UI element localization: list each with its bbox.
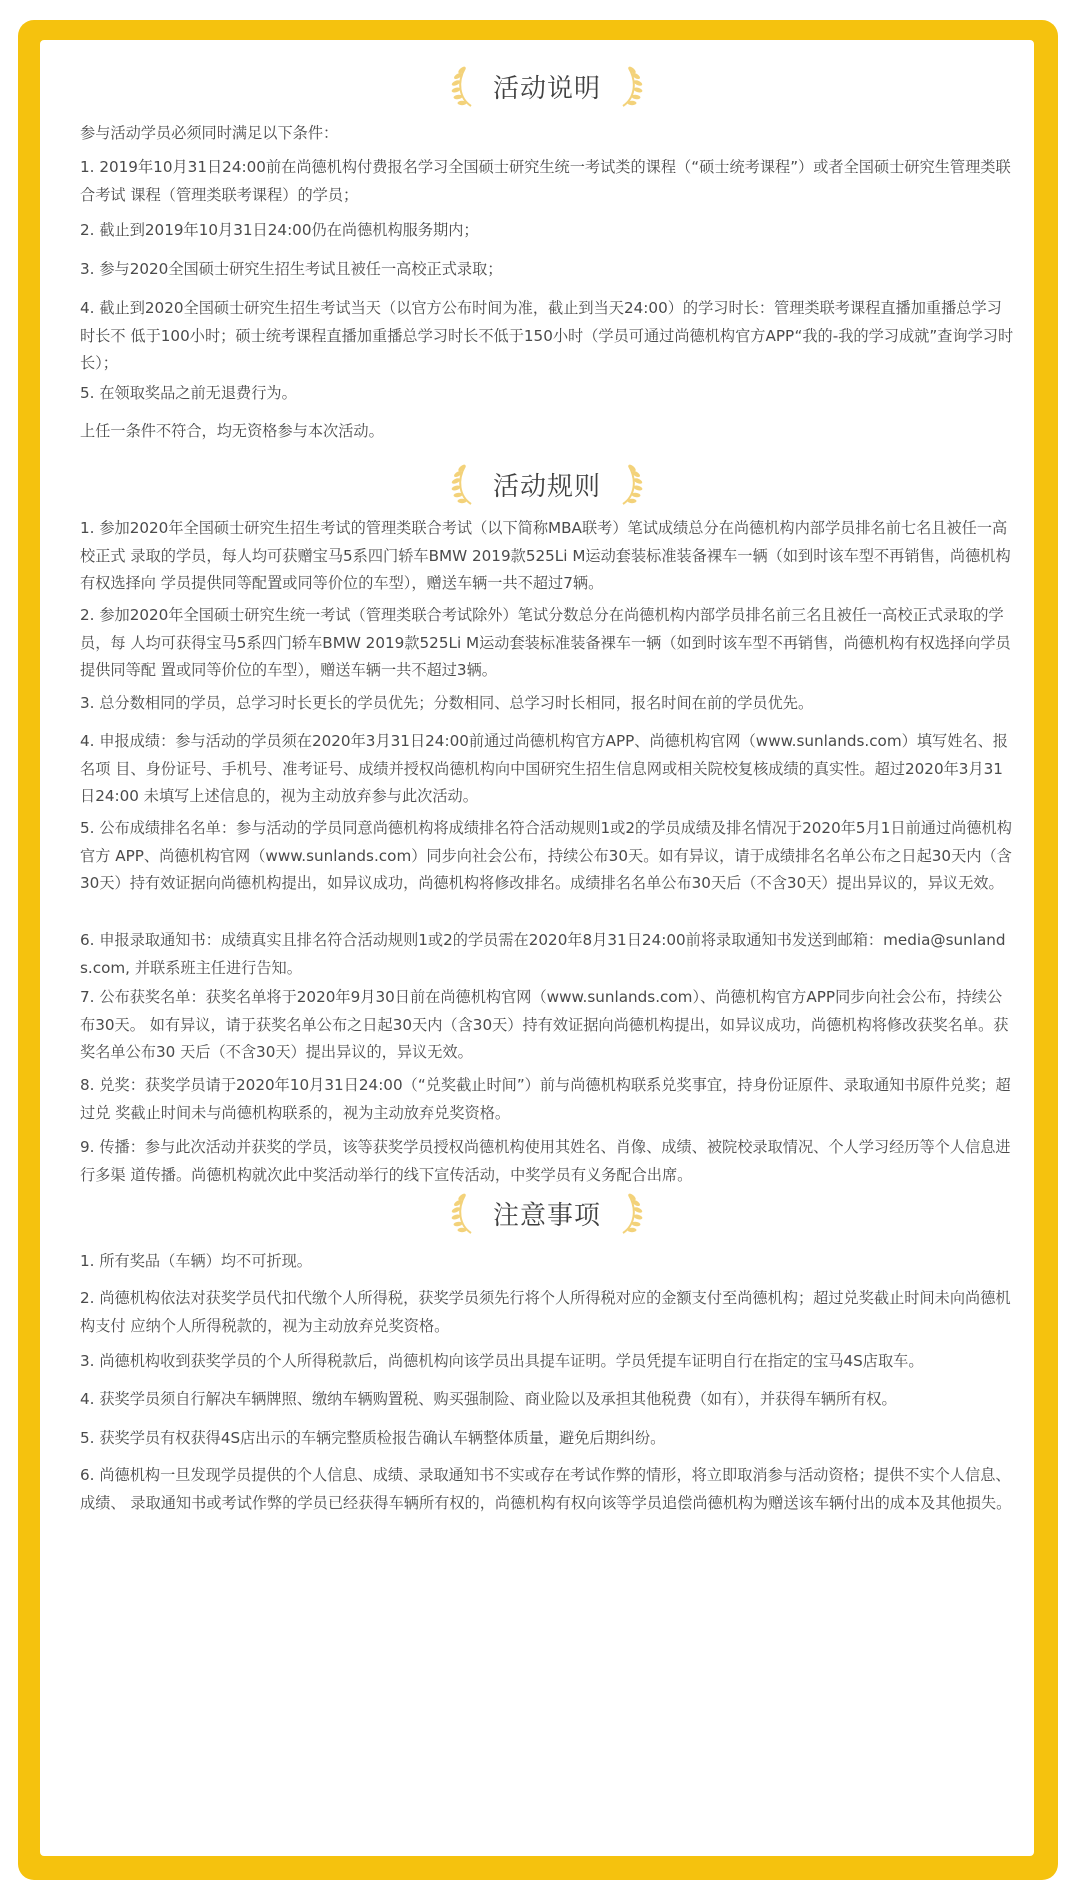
laurel-icon (451, 64, 477, 108)
content-panel (38, 38, 1036, 1858)
rule-paragraph: 2. 尚德机构依法对获奖学员代扣代缴个人所得税，获奖学员须先行将个人所得税对应的金额支付至尚德机构；超过兑奖截止时间未向尚德机构支付 应纳个人所得税款的，视为主动放弃兑奖资格。 (80, 1289, 1011, 1335)
rule-paragraph: 1. 所有奖品（车辆）均不可折现。 (80, 1252, 312, 1270)
rule-paragraph: 8. 兑奖：获奖学员请于2020年10月31日24:00（“兑奖截止时间”）前与尚德机构联系兑奖事宜，持身份证原件、录取通知书原件兑奖；超过兑 奖截止时间未与尚德机构联系的，视为主动放弃兑奖资格。 (80, 1076, 1011, 1122)
rule-paragraph: 4. 获奖学员须自行解决车辆牌照、缴纳车辆购置税、购买强制险、商业险以及承担其他税费（如有），并获得车辆所有权。 (80, 1390, 897, 1408)
laurel-icon (617, 462, 643, 506)
section-title (80, 1183, 1014, 1243)
rule-paragraph: 1. 2019年10月31日24:00前在尚德机构付费报名学习全国硕士研究生统一考试类的课程（“硕士统考课程”）或者全国硕士研究生管理类联合考试 课程（管理类联考课程）的学员； (80, 158, 1011, 204)
section-title-text: 活动说明 (492, 73, 601, 104)
rule-paragraph: 1. 参加2020年全国硕士研究生招生考试的管理类联合考试（以下简称MBA联考）笔试成绩总分在尚德机构内部学员排名前七名且被任一高校正式 录取的学员，每人均可获赠宝马5系四门轿车BMW 2019款525Li M运动套装标准装备裸车一辆（如到时该车型不再销售，尚德机构有权选择向 学员提供同等配置或同等价位的车型），赠送车辆一共不超过7辆。 (80, 519, 1011, 592)
section-title-text: 活动规则 (492, 471, 601, 502)
section-title (80, 56, 1014, 116)
rule-paragraph: 4. 截止到2020全国硕士研究生招生考试当天（以官方公布时间为准，截止到当天24:00）的学习时长：管理类联考课程直播加重播总学习时长不 低于100小时；硕士统考课程直播加重播总学习时长不低于150小时（学员可通过尚德机构官方APP“我的-我的学习成就”查询学习时长）； (80, 299, 1014, 372)
rule-paragraph: 9. 传播：参与此次活动并获奖的学员，该等获奖学员授权尚德机构使用其姓名、肖像、成绩、被院校录取情况、个人学习经历等个人信息进行多渠 道传播。尚德机构就次此中奖活动举行的线下宣传活动，中奖学员有义务配合出席。 (80, 1138, 1011, 1184)
rule-paragraph: 2. 截止到2019年10月31日24:00仍在尚德机构服务期内； (80, 221, 479, 239)
rule-paragraph: 5. 在领取奖品之前无退费行为。 (80, 384, 297, 402)
laurel-icon (451, 462, 477, 506)
rule-paragraph: 5. 公布成绩排名名单：参与活动的学员同意尚德机构将成绩排名符合活动规则1或2的学员成绩及排名情况于2020年5月1日前通过尚德机构官方 APP、尚德机构官网（www.sunlands.com）同步向社会公布，持续公布30天。如有异议，请于成绩排名名单公布之日起30天内（含30天）持有效证据向尚德机构提出，如异议成功，尚德机构将修改排名。成绩排名名单公布30天后（不含30天）提出异议的，异议无效。 (80, 819, 1012, 892)
rule-paragraph: 3. 尚德机构收到获奖学员的个人所得税款后，尚德机构向该学员出具提车证明。学员凭提车证明自行在指定的宝马4S店取车。 (80, 1352, 924, 1370)
rule-paragraph: 7. 公布获奖名单：获奖名单将于2020年9月30日前在尚德机构官网（www.sunlands.com）、尚德机构官方APP同步向社会公布，持续公布30天。 如有异议，请于获奖名单公布之日起30天内（含30天）持有效证据向尚德机构提出，如异议成功，尚德机构将修改获奖名单。获奖名单公布30 天后（不含30天）提出异议的，异议无效。 (80, 988, 1009, 1061)
rule-paragraph: 3. 参与2020全国硕士研究生招生考试且被任一高校正式录取； (80, 260, 503, 278)
section-title-text: 注意事项 (492, 1200, 601, 1231)
rule-paragraph: 2. 参加2020年全国硕士研究生统一考试（管理类联合考试除外）笔试分数总分在尚德机构内部学员排名前三名且被任一高校正式录取的学员，每 人均可获得宝马5系四门轿车BMW 2019款525Li M运动套装标准装备裸车一辆（如到时该车型不再销售，尚德机构有权选择向学员提供同等配 置或同等价位的车型），赠送车辆一共不超过3辆。 (80, 606, 1011, 679)
rule-paragraph: 6. 尚德机构一旦发现学员提供的个人信息、成绩、录取通知书不实或存在考试作弊的情形，将立即取消参与活动资格；提供不实个人信息、成绩、 录取通知书或考试作弊的学员已经获得车辆所有权的，尚德机构有权向该等学员追偿尚德机构为赠送该车辆付出的成本及其他损失。 (80, 1466, 1012, 1512)
rule-paragraph: 上任一条件不符合，均无资格参与本次活动。 (80, 422, 384, 440)
rule-paragraph: 3. 总分数相同的学员，总学习时长更长的学员优先；分数相同、总学习时长相同，报名时间在前的学员优先。 (80, 694, 814, 712)
rule-paragraph: 6. 申报录取通知书：成绩真实且排名符合活动规则1或2的学员需在2020年8月31日24:00前将录取通知书发送到邮箱：media@sunlands.com, 并联系班主任进行告知。 (80, 931, 1006, 977)
laurel-icon (451, 1191, 477, 1235)
laurel-icon (617, 1191, 643, 1235)
rule-paragraph: 参与活动学员必须同时满足以下条件： (80, 124, 339, 142)
laurel-icon (617, 64, 643, 108)
rule-paragraph: 4. 申报成绩：参与活动的学员须在2020年3月31日24:00前通过尚德机构官方APP、尚德机构官网（www.sunlands.com）填写姓名、报名项 目、身份证号、手机号、准考证号、成绩并授权尚德机构向中国研究生招生信息网或相关院校复核成绩的真实性。超过2020年3月31日24:00 未填写上述信息的，视为主动放弃参与此次活动。 (80, 732, 1008, 805)
rule-paragraph: 5. 获奖学员有权获得4S店出示的车辆完整质检报告确认车辆整体质量，避免后期纠纷。 (80, 1429, 666, 1447)
section-title (80, 454, 1014, 514)
